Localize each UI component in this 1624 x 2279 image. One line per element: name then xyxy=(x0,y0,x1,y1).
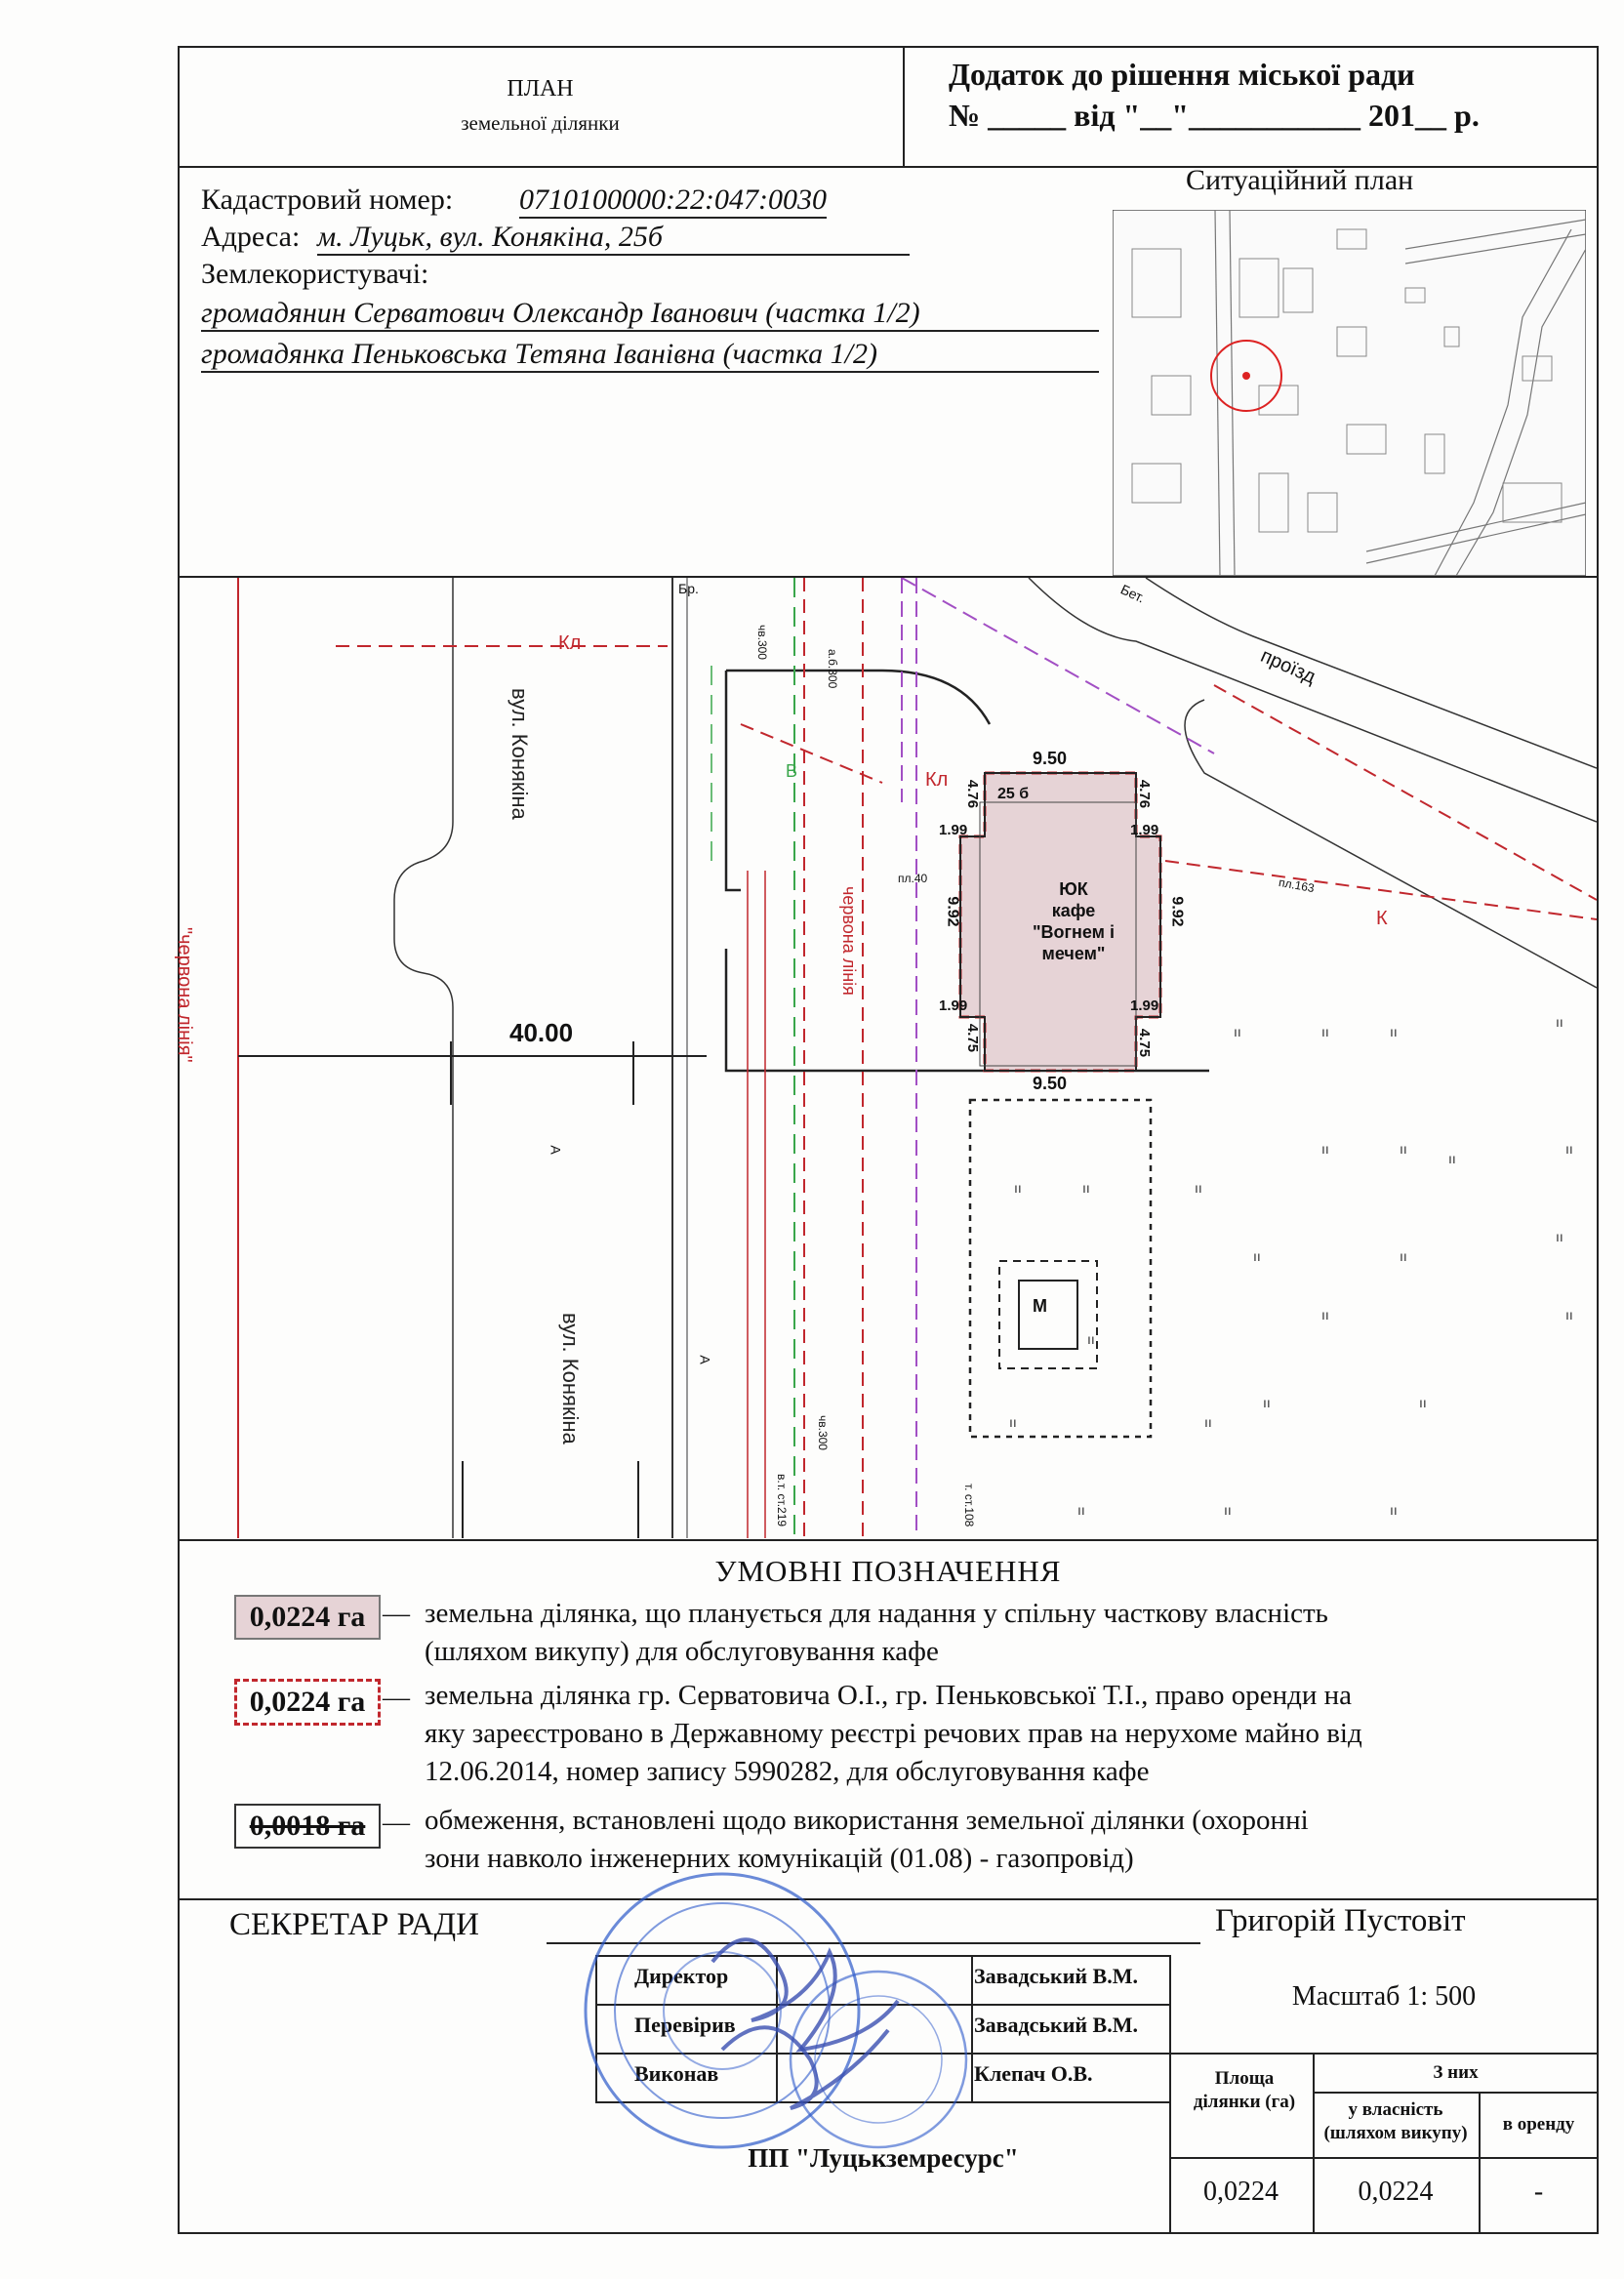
t108-label: т. ст.108 xyxy=(962,1484,976,1527)
secretary-name: Григорій Пустовіт xyxy=(1215,1903,1466,1938)
water-label: В xyxy=(786,761,798,781)
map-bottom-border xyxy=(178,1539,1599,1541)
house-number: 25 б xyxy=(997,786,1030,802)
legend-item-2-line2: яку зареєстровано в Державному реєстрі речових прав на нерухоме майно від xyxy=(425,1718,1362,1749)
hv300-label-bottom: чв.300 xyxy=(816,1415,830,1450)
svg-text:ıı: ıı xyxy=(1419,1395,1427,1410)
user-1: громадянин Серватович Олександр Іванович (частка 1/2) xyxy=(201,297,1099,332)
dim-476-right: 4.76 xyxy=(1136,779,1154,809)
plan-title: ПЛАН xyxy=(507,76,574,102)
svg-text:ıı: ıı xyxy=(1009,1414,1017,1430)
area-table-values-top xyxy=(1169,2157,1599,2159)
legend-item-1-line2: (шляхом викупу) для обслуговування кафе xyxy=(425,1636,939,1667)
svg-text:ıı: ıı xyxy=(1224,1502,1232,1518)
users-label: Землекористувачі: xyxy=(201,258,429,290)
director-role: Директор xyxy=(634,1964,729,1988)
svg-text:ıı: ıı xyxy=(1253,1248,1261,1264)
checked-role: Перевірив xyxy=(634,2013,736,2037)
svg-text:ıı: ıı xyxy=(1556,1229,1563,1244)
dim-199-tl: 1.99 xyxy=(939,822,968,838)
performer-name: Клепач О.В. xyxy=(974,2061,1093,2086)
svg-text:ıı: ıı xyxy=(1077,1502,1085,1518)
area-table-subheader xyxy=(1313,2092,1599,2094)
svg-text:ıı: ıı xyxy=(1082,1180,1090,1196)
legend-item-2-line3: 12.06.2014, номер запису 5990282, для обслуговування кафе xyxy=(425,1756,1150,1787)
cable-label-3: К xyxy=(1376,908,1388,929)
svg-text:ıı: ıı xyxy=(1565,1307,1573,1323)
svg-text:ıı: ıı xyxy=(1234,1024,1241,1039)
dim-199-tr: 1.99 xyxy=(1130,822,1159,838)
manhole-label: М xyxy=(1033,1296,1047,1316)
rent-value: - xyxy=(1533,2177,1544,2207)
company-name: ПП "Луцькземресурс" xyxy=(748,2143,1019,2173)
hv300-label-top: чв.300 xyxy=(755,625,769,660)
legend-swatch-3: 0,0018 га xyxy=(234,1804,381,1849)
svg-text:ıı: ıı xyxy=(1400,1248,1407,1264)
situation-plan-title: Ситуаційний план xyxy=(1186,164,1414,196)
header-vdivider xyxy=(903,46,905,168)
passage-label: проїзд xyxy=(1257,644,1320,689)
address-value: м. Луцьк, вул. Конякіна, 25б xyxy=(317,221,910,256)
legend-dash-2: — xyxy=(383,1683,410,1713)
dim-476-left: 4.76 xyxy=(964,779,982,809)
area-value: 0,0224 xyxy=(1203,2177,1279,2207)
company-stamp xyxy=(576,1854,986,2177)
building-type: кафе xyxy=(1051,901,1096,920)
legend-dash-3: — xyxy=(383,1808,410,1838)
dim-475-left: 4.75 xyxy=(964,1023,982,1053)
area-header: Площа ділянки (га) xyxy=(1193,2068,1296,2112)
svg-text:ıı: ıı xyxy=(1321,1307,1329,1323)
building-code: ЮК xyxy=(1059,879,1088,899)
building-label xyxy=(1015,878,1132,964)
pl40-label: пл.40 xyxy=(898,872,928,885)
legend-title: УМОВНІ ПОЗНАЧЕННЯ xyxy=(714,1554,1062,1588)
svg-text:ıı: ıı xyxy=(1087,1331,1095,1347)
svg-text:ıı: ıı xyxy=(1195,1180,1202,1196)
dim-199-br: 1.99 xyxy=(1130,997,1159,1014)
legend-item-3-line2: зони навколо інженерних комунікацій (01.08) - газопровід) xyxy=(425,1843,1134,1874)
cable-label-1: Кл xyxy=(558,632,582,654)
legend-swatch-1: 0,0224 га xyxy=(234,1595,381,1640)
address-label: Адреса: xyxy=(201,221,301,253)
street-label-top: вул. Конякіна xyxy=(508,688,532,820)
legend-item-1 xyxy=(425,1595,1328,1671)
road-a-label-1: А xyxy=(548,1145,564,1155)
legend-item-2 xyxy=(425,1677,1362,1791)
road-a-label-2: А xyxy=(697,1355,713,1364)
cadastral-label: Кадастровий номер: xyxy=(201,183,454,216)
own-value: 0,0224 xyxy=(1358,2177,1434,2207)
svg-text:ıı: ıı xyxy=(1321,1024,1329,1039)
dim-right: 9.92 xyxy=(1168,896,1186,927)
svg-text:ıı: ıı xyxy=(1204,1414,1212,1430)
red-line-label-2: червона лінія xyxy=(839,886,859,996)
svg-text:ıı: ıı xyxy=(1390,1024,1398,1039)
svg-text:ıı: ıı xyxy=(1321,1141,1329,1157)
street-label-bottom: вул. Конякіна xyxy=(558,1313,583,1445)
svg-text:ıı: ıı xyxy=(1400,1141,1407,1157)
dim-left: 9.92 xyxy=(944,896,961,927)
bet-label: Бет. xyxy=(1117,581,1148,606)
a300-label: а.б.300 xyxy=(826,649,839,689)
scale-label: Масштаб 1: 500 xyxy=(1291,1981,1477,2012)
pl163-label: пл.163 xyxy=(1278,875,1316,896)
director-name: Завадський В.М. xyxy=(974,1964,1138,1988)
dim-bottom: 9.50 xyxy=(1033,1074,1068,1093)
legend-item-1-line1: земельна ділянка, що планується для надання у спільну часткову власність xyxy=(425,1598,1328,1629)
user-2: громадянка Пеньковська Тетяна Іванівна (частка 1/2) xyxy=(201,338,1099,373)
cable-label-2: Кл xyxy=(925,769,949,791)
dim-475-right: 4.75 xyxy=(1136,1028,1154,1058)
br-label: Бр. xyxy=(678,581,699,596)
site-plan-map xyxy=(180,578,1597,1538)
plan-subtitle: земельної ділянки xyxy=(461,111,620,135)
addendum-line1: Додаток до рішення міської ради xyxy=(949,57,1415,92)
svg-text:ıı: ıı xyxy=(1014,1180,1022,1196)
building-name: "Вогнем і мечем" xyxy=(1033,922,1115,963)
situation-plan-map xyxy=(1113,210,1586,576)
legend-item-2-line1: земельна ділянка гр. Серватовича О.І., гр. Пеньковської Т.І., право оренди на xyxy=(425,1680,1353,1711)
legend-dash-1: — xyxy=(383,1599,410,1629)
addendum-line2: № _____ від "__"___________ 201__ р. xyxy=(949,98,1480,133)
svg-text:ıı: ıı xyxy=(1448,1151,1456,1166)
legend-swatch-2: 0,0224 га xyxy=(234,1679,381,1726)
secretary-label: СЕКРЕТАР РАДИ xyxy=(229,1907,479,1942)
checked-name: Завадський В.М. xyxy=(974,2013,1138,2037)
dim-top: 9.50 xyxy=(1033,749,1068,768)
performer-role: Виконав xyxy=(634,2061,719,2086)
width-dimension: 40.00 xyxy=(509,1018,574,1047)
of-them-header: З них xyxy=(1433,2062,1479,2083)
rent-header: в оренду xyxy=(1502,2114,1575,2135)
cadastral-value: 0710100000:22:047:0030 xyxy=(519,183,827,219)
own-header: у власність (шляхом викупу) xyxy=(1323,2099,1468,2143)
svg-text:ıı: ıı xyxy=(1565,1141,1573,1157)
red-line-label: "червона лінія" xyxy=(174,927,195,1063)
svg-text:ıı: ıı xyxy=(1390,1502,1398,1518)
vt219-label: в.т. ст.219 xyxy=(775,1474,789,1527)
svg-text:ıı: ıı xyxy=(1263,1395,1271,1410)
svg-text:ıı: ıı xyxy=(1556,1014,1563,1030)
dim-199-bl: 1.99 xyxy=(939,997,968,1014)
legend-item-3-line1: обмеження, встановлені щодо використання земельної ділянки (охоронні xyxy=(425,1805,1309,1836)
